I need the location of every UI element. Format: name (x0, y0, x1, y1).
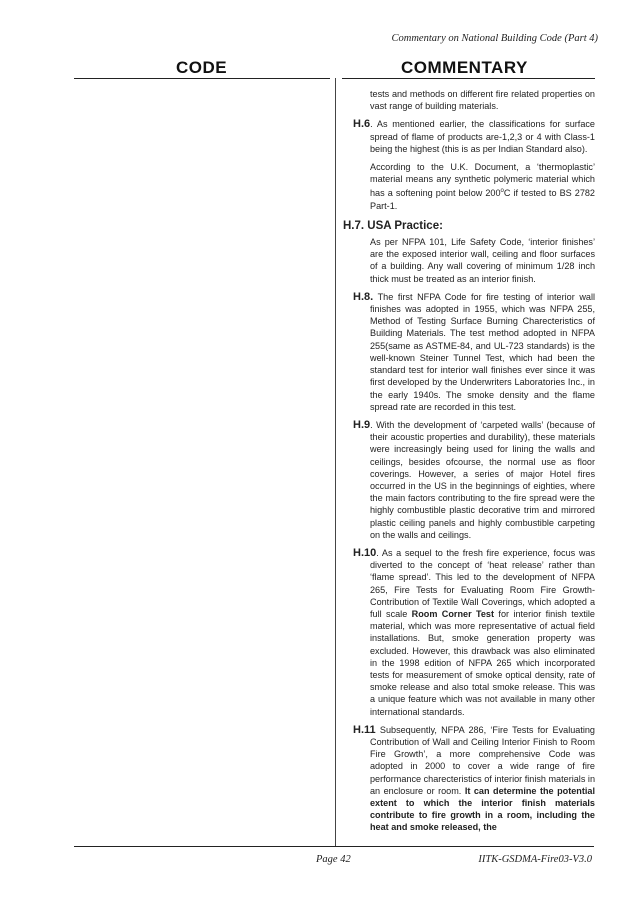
intro-paragraph: tests and methods on different fire related properties on vast range of building materials. (370, 89, 595, 112)
section-h8 (343, 291, 595, 413)
commentary-heading-rule (342, 78, 595, 79)
h8-label: H.8. (353, 290, 374, 303)
h9-text: . With the development of ‘carpeted walls’ (because of their acoustic properties and durability), these materials were increasingly being used for lining the walls and ceilings, besides ofcourse, the normal use as floor coverings. However, a series of major Hotel fires occurred in the US in the beginnings of eighties, where the main factors contributing to the fire spread were the highly combustible plastic decorative trim and mirrored plastic ceiling panels and highly combustible carpeting on the walls and ceilings. (370, 419, 595, 540)
code-column-heading: CODE (176, 58, 228, 77)
document-id: IITK-GSDMA-Fire03-V3.0 (478, 854, 592, 865)
h10-label: H.10 (353, 546, 377, 559)
commentary-column-heading: COMMENTARY (401, 58, 528, 77)
section-h9 (343, 419, 595, 541)
h6-p2-text-a: According to the U.K. Document, a ‘thermoplastic’ material means any synthetic polymeric material which has a softening point below 200 (370, 162, 595, 199)
column-divider (335, 78, 336, 846)
h10-text-b: for interior finish textile material, which was more representative of actual field installations. But, smoke generation property was excluded. However, this drawback was also eliminated in the 1998 edition of NFPA 265 which incorporated tests for measurement of smoke optical density, rate of smoke release and also total smoke release. This was a unique feature which was not available in many other international standards. (370, 608, 595, 717)
running-header: Commentary on National Building Code (Part 4) (391, 33, 598, 44)
section-h6 (343, 118, 595, 155)
h6-paragraph-2 (343, 161, 595, 212)
h6-text: . As mentioned earlier, the classifications for surface spread of flame of products are-1,2,3 or 4 with Class-1 being the highest (this is as per Indian Standard also). (370, 119, 595, 154)
h9-label: H.9 (353, 418, 371, 431)
page-number: Page 42 (316, 854, 351, 865)
room-corner-test-term: Room Corner Test (411, 608, 495, 619)
code-heading-rule (74, 78, 330, 79)
commentary-column (343, 88, 595, 840)
h6-label: H.6 (353, 118, 371, 131)
h11-label: H.11 (353, 723, 376, 736)
h8-text: The first NFPA Code for fire testing of interior wall finishes was adopted in 1955, which was NFPA 255, Method of Testing Surface Burning Charecteristics of Building Materials. The test method adopted in NFPA 255(same as ASTME-84, and UL-723 standards) is the well-known Steiner Tunnel Test, which had been the standard test for interior wall finishes ever since it was first developed by the Underwriters Laboratories Inc., in the early 1940s. The smoke density and the flame spread rate are recorded in this test. (370, 291, 595, 412)
degree-mark: o (500, 188, 504, 195)
section-h7-heading: H.7. USA Practice: (343, 219, 443, 232)
h7-paragraph: As per NFPA 101, Life Safety Code, ‘interior finishes’ are the exposed interior wall, ceiling and floor surfaces of a building. Any wall covering of minimum 1/28 inch thick must be treated as an interior finish. (370, 237, 595, 284)
section-h10 (343, 547, 595, 718)
h11-bold-text: It can determine the potential extent to which the interior finish materials contribute to fire growth in a room, including the heat and smoke released, the (370, 785, 595, 833)
section-h11 (343, 724, 595, 834)
h10-text-a: . As a sequel to the fresh fire experience, focus was diverted to the concept of ‘heat release’ rather than ‘flame spread’. This led to the development of NFPA 265, Fire Tests for Evaluating Room Fire Growth-Contribution of Textile Wall Coverings, which adopted a full scale (370, 547, 595, 619)
h6-p2-text-b: C if tested to BS 2782 Part-1. (370, 188, 595, 211)
h11-text-a: Subsequently, NFPA 286, ‘Fire Tests for Evaluating Contribution of Wall and Ceiling Interior Finish to Room Fire Growth’, a more comprehensive Code was adopted in 2000 to cover a wide range of fire performance charecteristics of interior finish materials in an enclosure or room. (370, 724, 595, 796)
footer-rule (74, 846, 594, 847)
